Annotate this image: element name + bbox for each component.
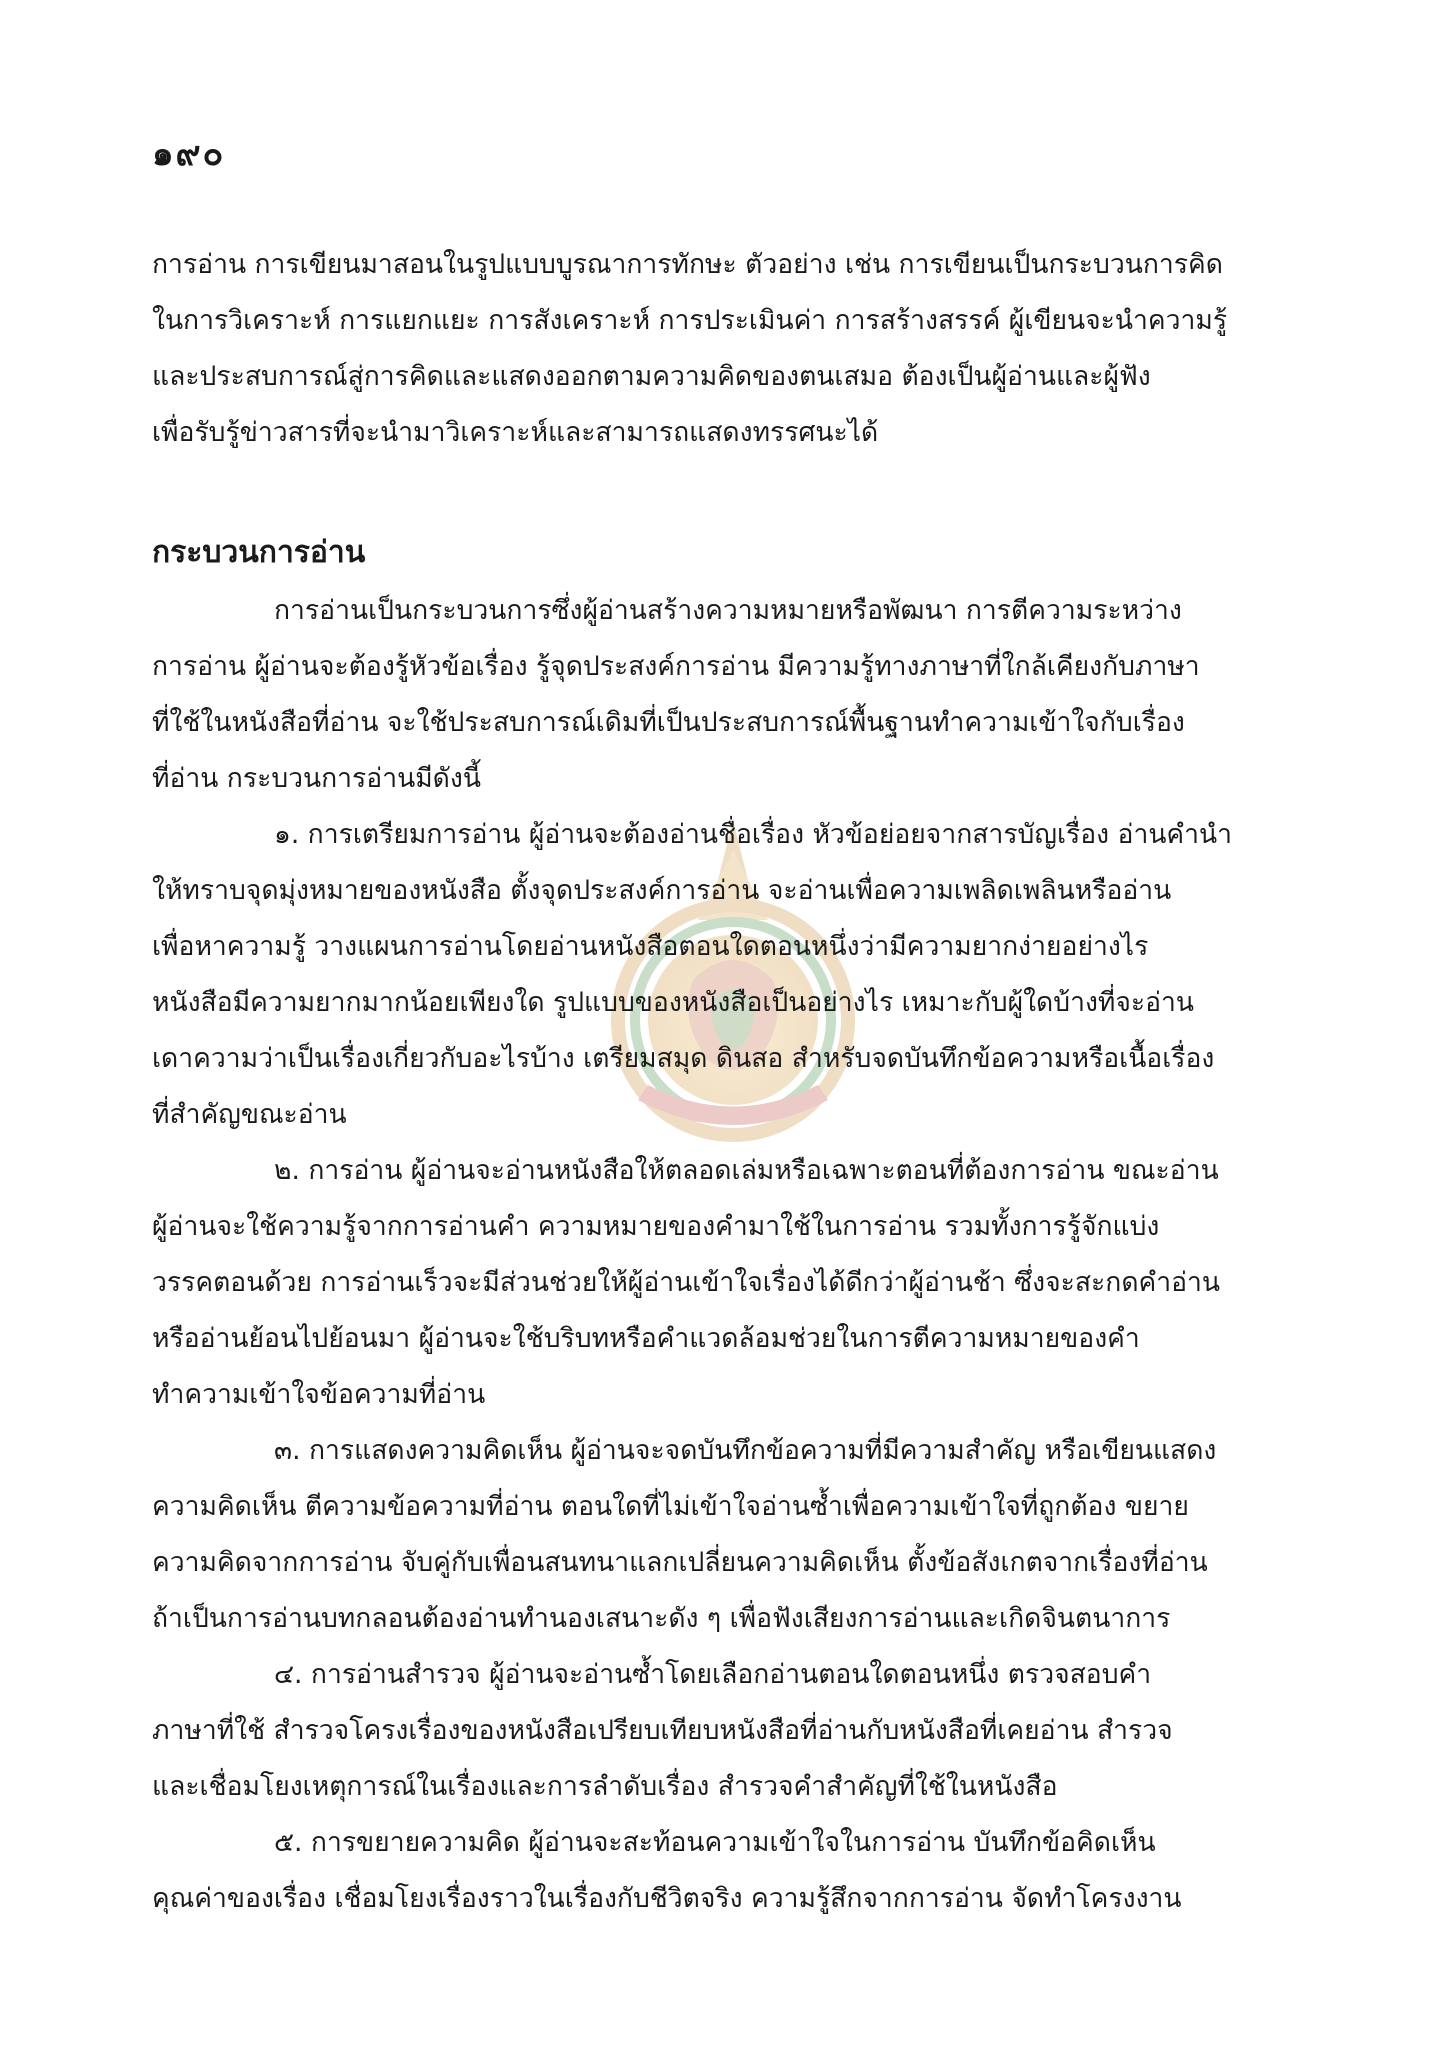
step-line: ๕. การขยายความคิด ผู้อ่านจะสะท้อนความเข้าใจในการอ่าน บันทึกข้อคิดเห็น	[274, 1827, 1156, 1858]
paragraph-line: การอ่าน ผู้อ่านจะต้องรู้หัวข้อเรื่อง รู้จุดประสงค์การอ่าน มีความรู้ทางภาษาที่ใกล้เคียงกับภาษา	[152, 651, 1200, 682]
paragraph-line: ที่อ่าน กระบวนการอ่านมีดังนี้	[152, 763, 481, 794]
step-line: ๔. การอ่านสำรวจ ผู้อ่านจะอ่านซ้ำโดยเลือกอ่านตอนใดตอนหนึ่ง ตรวจสอบคำ	[274, 1659, 1152, 1690]
step-line: วรรคตอนด้วย การอ่านเร็วจะมีส่วนช่วยให้ผู้อ่านเข้าใจเรื่องได้ดีกว่าผู้อ่านช้า ซึ่งจะสะกดคำอ่าน	[152, 1267, 1221, 1298]
step-line: ความคิดเห็น ตีความข้อความที่อ่าน ตอนใดที่ไม่เข้าใจอ่านซ้ำเพื่อความเข้าใจที่ถูกต้อง ขยาย	[152, 1491, 1189, 1522]
intro-line: ในการวิเคราะห์ การแยกแยะ การสังเคราะห์ การประเมินค่า การสร้างสรรค์ ผู้เขียนจะนำความรู้	[152, 305, 1228, 336]
section-paragraph	[152, 583, 1302, 807]
step-line: ทำความเข้าใจข้อความที่อ่าน	[152, 1379, 486, 1410]
step-line: ๑. การเตรียมการอ่าน ผู้อ่านจะต้องอ่านชื่อเรื่อง หัวข้อย่อยจากสารบัญเรื่อง อ่านคำนำ	[274, 819, 1233, 850]
step-line: และเชื่อมโยงเหตุการณ์ในเรื่องและการลำดับเรื่อง สำรวจคำสำคัญที่ใช้ในหนังสือ	[152, 1771, 1058, 1802]
step-line: ผู้อ่านจะใช้ความรู้จากการอ่านคำ ความหมายของคำมาใช้ในการอ่าน รวมทั้งการรู้จักแบ่ง	[152, 1211, 1160, 1242]
step-3	[152, 1423, 1302, 1647]
step-line: คุณค่าของเรื่อง เชื่อมโยงเรื่องราวในเรื่องกับชีวิตจริง ความรู้สึกจากการอ่าน จัดทำโครงงาน	[152, 1883, 1182, 1914]
step-line: เดาความว่าเป็นเรื่องเกี่ยวกับอะไรบ้าง เตรียมสมุด ดินสอ สำหรับจดบันทึกข้อความหรือเนื้อเรื่อง	[152, 1043, 1215, 1074]
step-line: ที่สำคัญขณะอ่าน	[152, 1099, 347, 1130]
document-body	[152, 237, 1302, 1927]
page-number: ๑๙๐	[152, 134, 226, 174]
step-1	[152, 807, 1302, 1143]
step-line: ถ้าเป็นการอ่านบทกลอนต้องอ่านทำนองเสนาะดัง ๆ เพื่อฟังเสียงการอ่านและเกิดจินตนาการ	[152, 1603, 1171, 1634]
step-line: เพื่อหาความรู้ วางแผนการอ่านโดยอ่านหนังสือตอนใดตอนหนึ่งว่ามีความยากง่ายอย่างไร	[152, 931, 1149, 962]
step-line: ให้ทราบจุดมุ่งหมายของหนังสือ ตั้งจุดประสงค์การอ่าน จะอ่านเพื่อความเพลิดเพลินหรืออ่าน	[152, 875, 1172, 906]
step-line: ๓. การแสดงความคิดเห็น ผู้อ่านจะจดบันทึกข้อความที่มีความสำคัญ หรือเขียนแสดง	[274, 1435, 1217, 1466]
step-line: ๒. การอ่าน ผู้อ่านจะอ่านหนังสือให้ตลอดเล่มหรือเฉพาะตอนที่ต้องการอ่าน ขณะอ่าน	[274, 1155, 1219, 1186]
intro-line: การอ่าน การเขียนมาสอนในรูปแบบบูรณาการทักษะ ตัวอย่าง เช่น การเขียนเป็นกระบวนการคิด	[152, 249, 1223, 280]
intro-line: และประสบการณ์สู่การคิดและแสดงออกตามความคิดของตนเสมอ ต้องเป็นผู้อ่านและผู้ฟัง	[152, 361, 1151, 392]
intro-paragraph	[152, 237, 1302, 461]
step-line: หรืออ่านย้อนไปย้อนมา ผู้อ่านจะใช้บริบทหรือคำแวดล้อมช่วยในการตีความหมายของคำ	[152, 1323, 1140, 1354]
section-heading: กระบวนการอ่าน	[152, 535, 366, 570]
intro-line: เพื่อรับรู้ข่าวสารที่จะนำมาวิเคราะห์และสามารถแสดงทรรศนะได้	[152, 417, 879, 448]
step-line: ความคิดจากการอ่าน จับคู่กับเพื่อนสนทนาแลกเปลี่ยนความคิดเห็น ตั้งข้อสังเกตจากเรื่องที่อ่าน	[152, 1547, 1208, 1578]
step-2	[152, 1143, 1302, 1423]
paragraph-line: ที่ใช้ในหนังสือที่อ่าน จะใช้ประสบการณ์เดิมที่เป็นประสบการณ์พื้นฐานทำความเข้าใจกับเรื่อง	[152, 707, 1185, 738]
paragraph-line: การอ่านเป็นกระบวนการซึ่งผู้อ่านสร้างความหมายหรือพัฒนา การตีความระหว่าง	[274, 595, 1182, 626]
step-4	[152, 1647, 1302, 1815]
step-line: ภาษาที่ใช้ สำรวจโครงเรื่องของหนังสือเปรียบเทียบหนังสือที่อ่านกับหนังสือที่เคยอ่าน สำรวจ	[152, 1715, 1173, 1746]
step-line: หนังสือมีความยากมากน้อยเพียงใด รูปแบบของหนังสือเป็นอย่างไร เหมาะกับผู้ใดบ้างที่จะอ่าน	[152, 987, 1195, 1018]
step-5	[152, 1815, 1302, 1927]
